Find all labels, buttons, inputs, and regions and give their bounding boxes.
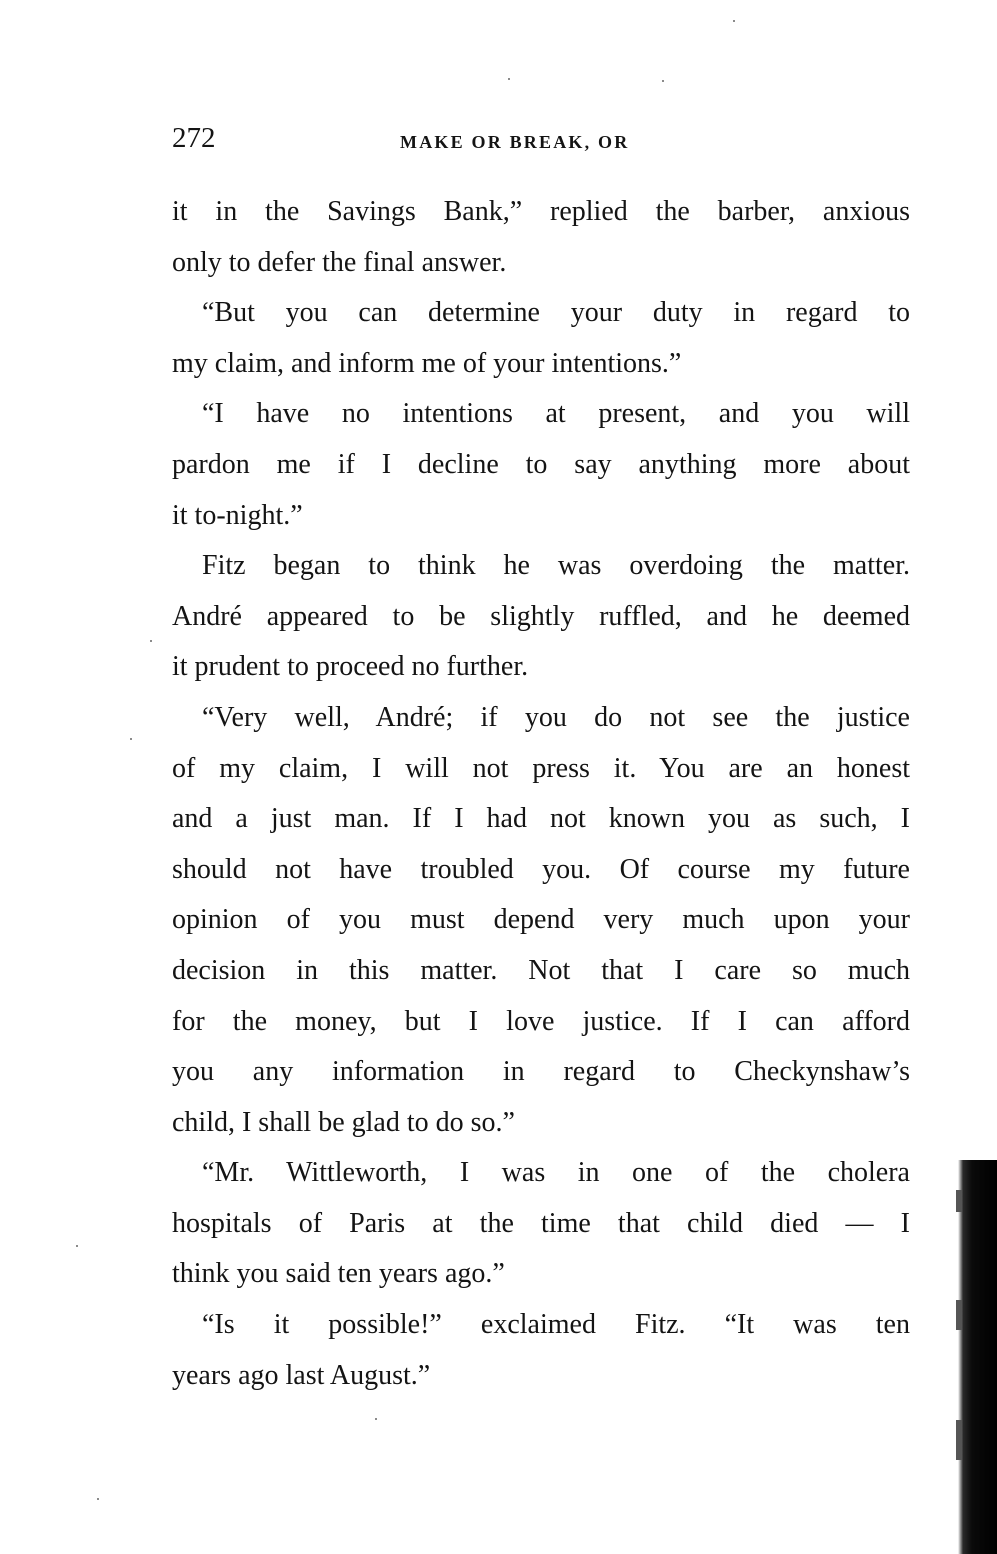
text-line: and a just man. If I had not known you as such, I [172, 803, 910, 835]
text-line: “Mr. Wittleworth, I was in one of the cholera [202, 1157, 910, 1189]
running-title: MAKE OR BREAK, OR [400, 132, 630, 152]
body-text [172, 187, 910, 1401]
text-line: think you said ten years ago.” [172, 1258, 505, 1290]
scan-speck [150, 640, 152, 642]
edge-mark [956, 1420, 962, 1460]
text-line: “Very well, André; if you do not see the justice [202, 701, 910, 733]
text-line: it prudent to proceed no further. [172, 651, 529, 683]
running-head [172, 118, 910, 158]
edge-mark [956, 1300, 962, 1330]
text-line: “I have no intentions at present, and you will [202, 398, 910, 430]
text-line: André appeared to be slightly ruffled, and he deemed [172, 600, 910, 632]
text-line: should not have troubled you. Of course my future [172, 853, 910, 885]
text-line: “But you can determine your duty in regard to [202, 297, 910, 329]
text-line: you any information in regard to Checkynshaw’s [172, 1056, 910, 1088]
text-line: for the money, but I love justice. If I can afford [172, 1005, 910, 1037]
text-line: it in the Savings Bank,” replied the barber, anxious [172, 196, 910, 227]
text-line: years ago last August.” [172, 1359, 431, 1391]
scan-speck [375, 1418, 377, 1420]
text-line: Fitz began to think he was overdoing the matter. [202, 550, 910, 582]
scan-speck [733, 20, 735, 22]
scan-speck [508, 78, 510, 80]
text-line: opinion of you must depend very much upon your [172, 904, 910, 936]
scan-speck [130, 738, 132, 740]
scan-speck [76, 1245, 78, 1247]
text-line: child, I shall be glad to do so.” [172, 1106, 515, 1138]
text-line: decision in this matter. Not that I care so much [172, 954, 910, 986]
scan-speck [97, 1498, 99, 1500]
edge-mark [956, 1190, 962, 1212]
text-line: only to defer the final answer. [172, 246, 507, 278]
text-line: my claim, and inform me of your intentions.” [172, 347, 682, 379]
text-line: “Is it possible!” exclaimed Fitz. “It was ten [202, 1309, 910, 1341]
text-line: it to-night.” [172, 499, 303, 531]
page-number: 272 [172, 122, 216, 154]
text-line: pardon me if I decline to say anything more about [172, 448, 910, 480]
scanned-page-edge [954, 1160, 997, 1554]
scan-speck [662, 80, 664, 82]
text-line: hospitals of Paris at the time that child died — I [172, 1207, 910, 1239]
text-line: of my claim, I will not press it. You are an honest [172, 752, 910, 784]
